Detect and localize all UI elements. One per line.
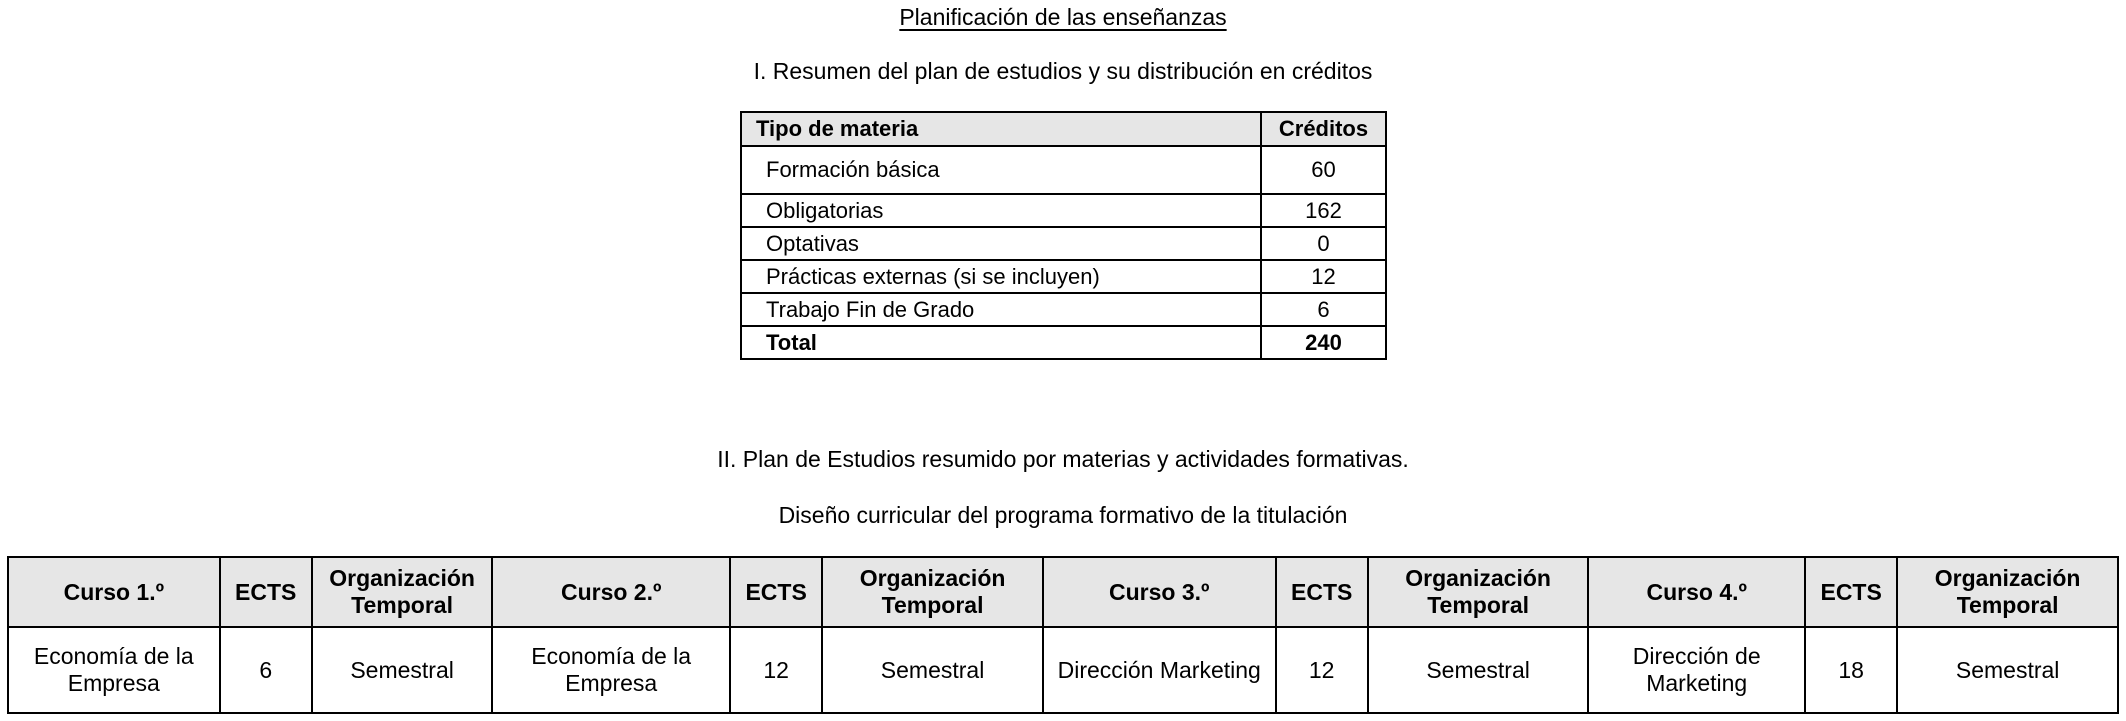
section-1-heading: I. Resumen del plan de estudios y su distribución en créditos <box>753 58 1373 84</box>
cell-organization: Semestral <box>312 627 493 713</box>
total-row <box>741 326 1386 359</box>
credits-summary-table <box>740 111 1387 360</box>
cell-ects: 6 <box>220 627 312 713</box>
cell-subject: Economía de la Empresa <box>492 627 730 713</box>
header-organizacion: Organización Temporal <box>1897 557 2118 627</box>
curriculum-table <box>7 556 2119 714</box>
row-credits: 12 <box>1261 260 1386 293</box>
curriculum-header-row <box>8 557 2118 627</box>
table-row <box>8 627 2118 713</box>
row-credits: 0 <box>1261 227 1386 260</box>
header-ects: ECTS <box>1276 557 1368 627</box>
table-row <box>741 146 1386 194</box>
cell-ects: 12 <box>730 627 822 713</box>
row-type: Formación básica <box>741 146 1261 194</box>
row-type: Optativas <box>741 227 1261 260</box>
header-curso-4: Curso 4.º <box>1588 557 1805 627</box>
header-organizacion: Organización Temporal <box>822 557 1043 627</box>
row-type: Trabajo Fin de Grado <box>741 293 1261 326</box>
table-row <box>741 227 1386 260</box>
page-title <box>0 2 2126 32</box>
header-curso-3: Curso 3.º <box>1043 557 1276 627</box>
table-row <box>741 194 1386 227</box>
header-tipo-materia: Tipo de materia <box>741 112 1261 146</box>
cell-subject: Economía de la Empresa <box>8 627 220 713</box>
table-header-row <box>741 112 1386 146</box>
total-credits: 240 <box>1261 326 1386 359</box>
row-credits: 60 <box>1261 146 1386 194</box>
cell-organization: Semestral <box>1368 627 1589 713</box>
header-organizacion: Organización Temporal <box>1368 557 1589 627</box>
row-credits: 162 <box>1261 194 1386 227</box>
cell-ects: 18 <box>1805 627 1897 713</box>
total-label: Total <box>741 326 1261 359</box>
header-ects: ECTS <box>220 557 312 627</box>
cell-organization: Semestral <box>822 627 1043 713</box>
cell-ects: 12 <box>1276 627 1368 713</box>
header-creditos: Créditos <box>1261 112 1386 146</box>
section-3-heading: Diseño curricular del programa formativo de la titulación <box>778 502 1348 528</box>
table-row <box>741 260 1386 293</box>
row-type: Obligatorias <box>741 194 1261 227</box>
header-curso-2: Curso 2.º <box>492 557 730 627</box>
header-organizacion: Organización Temporal <box>312 557 493 627</box>
header-ects: ECTS <box>1805 557 1897 627</box>
cell-subject: Dirección Marketing <box>1043 627 1276 713</box>
section-2-heading: II. Plan de Estudios resumido por materias y actividades formativas. <box>717 446 1409 472</box>
table-row <box>741 293 1386 326</box>
header-ects: ECTS <box>730 557 822 627</box>
page-title-text: Planificación de las enseñanzas <box>899 4 1227 30</box>
cell-organization: Semestral <box>1897 627 2118 713</box>
row-type: Prácticas externas (si se incluyen) <box>741 260 1261 293</box>
header-curso-1: Curso 1.º <box>8 557 220 627</box>
cell-subject: Dirección de Marketing <box>1588 627 1805 713</box>
row-credits: 6 <box>1261 293 1386 326</box>
